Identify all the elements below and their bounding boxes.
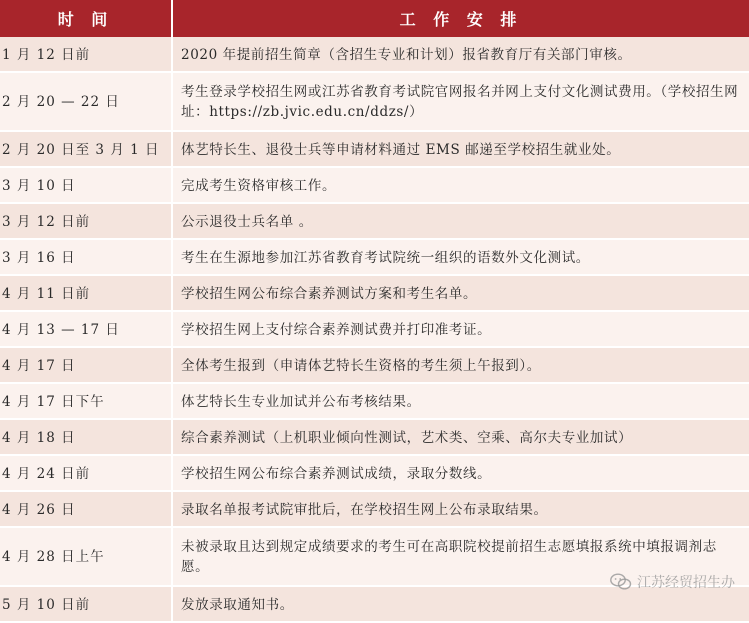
header-time: 时 间 bbox=[0, 0, 172, 37]
table-row bbox=[0, 311, 749, 347]
wechat-icon bbox=[610, 573, 632, 591]
row-work: 完成考生资格审核工作。 bbox=[172, 167, 749, 203]
table-row bbox=[0, 131, 749, 167]
row-work: 考生在生源地参加江苏省教育考试院统一组织的语数外文化测试。 bbox=[172, 239, 749, 275]
row-time: 4 月 17 日 bbox=[0, 347, 172, 383]
row-work: 全体考生报到（申请体艺特长生资格的考生须上午报到）。 bbox=[172, 347, 749, 383]
table-row bbox=[0, 383, 749, 419]
row-time: 2 月 20 — 22 日 bbox=[0, 72, 172, 131]
row-work: 发放录取通知书。 bbox=[172, 586, 749, 622]
wechat-watermark bbox=[610, 572, 735, 592]
row-work: 考生登录学校招生网或江苏省教育考试院官网报名并网上支付文化测试费用。（学校招生网址：https://zb.jvic.edu.cn/ddzs/） bbox=[172, 72, 749, 131]
row-work: 综合素养测试（上机职业倾向性测试，艺术类、空乘、高尔夫专业加试） bbox=[172, 419, 749, 455]
row-work: 学校招生网上支付综合素养测试费并打印准考证。 bbox=[172, 311, 749, 347]
row-time: 3 月 10 日 bbox=[0, 167, 172, 203]
row-work: 未被录取且达到规定成绩要求的考生可在高职院校提前招生志愿填报系统中填报调剂志愿。 bbox=[172, 527, 749, 586]
row-time: 4 月 13 — 17 日 bbox=[0, 311, 172, 347]
row-time: 1 月 12 日前 bbox=[0, 37, 172, 72]
row-time: 4 月 24 日前 bbox=[0, 455, 172, 491]
row-time: 4 月 17 日下午 bbox=[0, 383, 172, 419]
table-row bbox=[0, 491, 749, 527]
header-work-arrangement: 工 作 安 排 bbox=[172, 0, 749, 37]
row-time: 4 月 28 日上午 bbox=[0, 527, 172, 586]
table-row bbox=[0, 167, 749, 203]
table-row bbox=[0, 275, 749, 311]
row-time: 3 月 12 日前 bbox=[0, 203, 172, 239]
table-row bbox=[0, 239, 749, 275]
table-row bbox=[0, 419, 749, 455]
row-work: 学校招生网公布综合素养测试方案和考生名单。 bbox=[172, 275, 749, 311]
row-work: 体艺特长生、退役士兵等申请材料通过 EMS 邮递至学校招生就业处。 bbox=[172, 131, 749, 167]
table-row bbox=[0, 455, 749, 491]
row-work: 学校招生网公布综合素养测试成绩，录取分数线。 bbox=[172, 455, 749, 491]
table-row bbox=[0, 37, 749, 72]
row-work: 公示退役士兵名单 。 bbox=[172, 203, 749, 239]
row-time: 2 月 20 日至 3 月 1 日 bbox=[0, 131, 172, 167]
row-time: 5 月 10 日前 bbox=[0, 586, 172, 622]
table-header-row bbox=[0, 0, 749, 37]
row-time: 4 月 11 日前 bbox=[0, 275, 172, 311]
table-row bbox=[0, 347, 749, 383]
row-time: 4 月 26 日 bbox=[0, 491, 172, 527]
row-work: 2020 年提前招生简章（含招生专业和计划）报省教育厅有关部门审核。 bbox=[172, 37, 749, 72]
row-time: 4 月 18 日 bbox=[0, 419, 172, 455]
table-row bbox=[0, 72, 749, 131]
row-time: 3 月 16 日 bbox=[0, 239, 172, 275]
watermark-text: 江苏经贸招生办 bbox=[637, 575, 735, 591]
row-work: 体艺特长生专业加试并公布考核结果。 bbox=[172, 383, 749, 419]
table-row bbox=[0, 203, 749, 239]
row-work: 录取名单报考试院审批后，在学校招生网上公布录取结果。 bbox=[172, 491, 749, 527]
